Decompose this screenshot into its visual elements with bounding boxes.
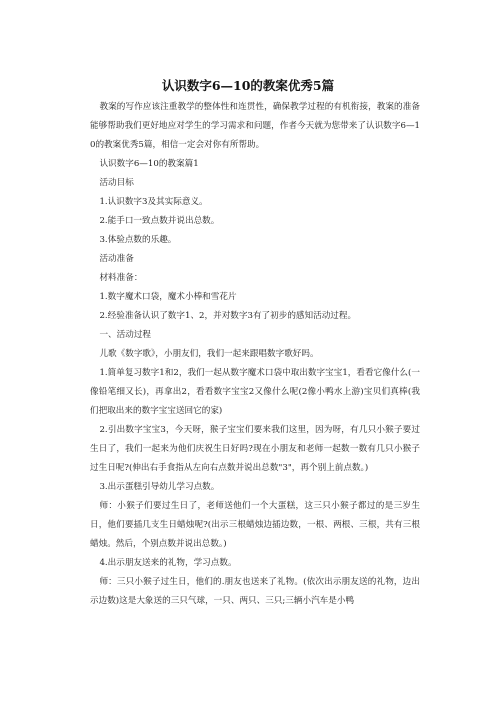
material-item: 2.经验准备认识了数字1、2，并对数字3有了初步的感知活动过程。 xyxy=(99,311,357,321)
material-item: 1.数字魔术口袋，魔术小棒和雪花片 xyxy=(99,292,237,302)
document-title: 认识数字6—10的教案优秀5篇 xyxy=(161,78,335,93)
subheading-preparation: 活动准备 xyxy=(99,254,134,264)
body-paragraph: 师：小猴子们要过生日了，老师送他们一个大蛋糕，这三只小猴子都过的是三岁生日，他们要插几支生日蜡烛呢?(出示三根蜡烛边插边数，一根、两根、三根，共有三根蜡烛。然后，个别点数并说出总数。) xyxy=(90,501,420,549)
document-body xyxy=(90,98,420,611)
goal-item: 3.体验点数的乐趣。 xyxy=(99,235,177,245)
subheading-materials: 材料准备： xyxy=(99,273,143,283)
body-paragraph: 2.引出数字宝宝3，今天呀，猴子宝宝们要来我们这里，因为呀，有几只小猴子要过生日了，我们一起来为他们庆祝生日好吗?现在小朋友和老师一起数一数有几只小猴子过生日呢?(伸出右手食指从左向右点数并说出总数"3"，再个别上前点数。) xyxy=(90,425,420,473)
subheading-process: 一、活动过程 xyxy=(99,330,152,340)
goal-item: 1.认识数字3及其实际意义。 xyxy=(99,197,208,207)
body-paragraph: 儿歌《数字歌》，小朋友们，我们一起来跟唱数字歌好吗。 xyxy=(99,349,319,359)
subheading-goals: 活动目标 xyxy=(99,178,134,188)
body-paragraph: 师：三只小猴子过生日，他们的.朋友也送来了礼物。(依次出示朋友送的礼物，边出示边数)这是大象送的三只气球，一只、两只、三只;三辆小汽车是小鸭 xyxy=(90,577,420,606)
body-paragraph: 3.出示蛋糕引导幼儿学习点数。 xyxy=(99,482,220,492)
body-paragraph: 1.简单复习数字1和2，我们一起从数字魔术口袋中取出数字宝宝1，看看它像什么(一像铅笔细又长)，再拿出2，看看数字宝宝2又像什么呢(2像小鸭水上游)宝贝们真棒(我们把取出来的数字宝宝送回它的家) xyxy=(90,368,420,416)
section-heading: 认识数字6—10的教案篇1 xyxy=(99,159,199,169)
body-paragraph: 4.出示朋友送来的礼物，学习点数。 xyxy=(99,558,237,568)
goal-item: 2.能手口一致点数并说出总数。 xyxy=(99,216,220,226)
intro-paragraph: 教案的写作应该注重教学的整体性和连贯性，确保教学过程的有机衔接，教案的准备能够帮助我们更好地应对学生的学习需求和问题，作者今天就为您带来了认识数字6—10的教案优秀5篇，相信一定会对你有所帮助。 xyxy=(90,102,420,150)
